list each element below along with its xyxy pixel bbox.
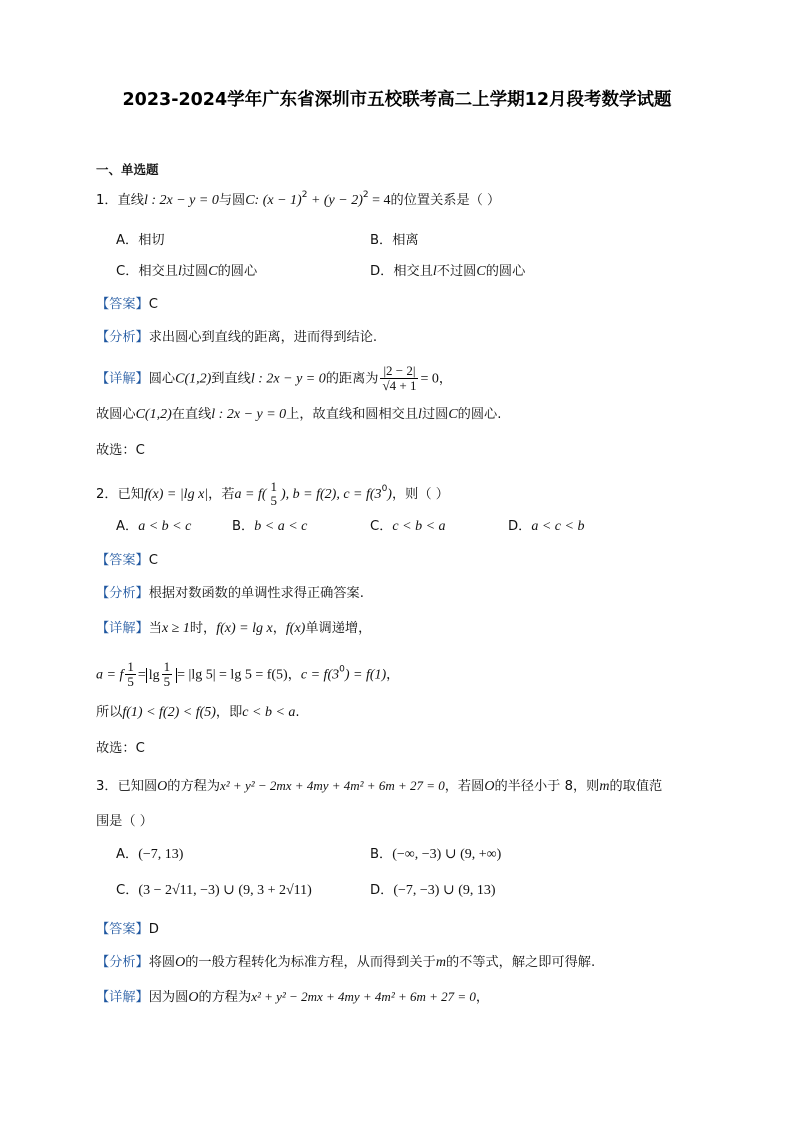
question-1-option-d: D．相交且l不过圆C的圆心 [370, 264, 526, 279]
question-3-detail: 【详解】因为圆O的方程为x² + y² − 2mx + 4my + 4m² + 6m + 27 = 0， [96, 989, 490, 1005]
section-heading: 一、单选题 [96, 162, 159, 177]
question-3-stem: 3．已知圆O的方程为x² + y² − 2mx + 4my + 4m² + 6m + 27 = 0，若圆O的半径小于 8，则m的取值范 [96, 778, 663, 794]
question-2-option-a: A．a < b < c [116, 519, 192, 534]
question-3-option-d: D．(−7, −3) ∪ (9, 13) [370, 883, 496, 898]
detail-label: 【详解】 [96, 371, 149, 387]
question-3-option-a: A．(−7, 13) [116, 847, 184, 862]
question-number: 1． [96, 193, 118, 208]
question-3-answer: 【答案】D [96, 922, 159, 937]
question-2-option-d: D．a < c < b [508, 519, 585, 534]
question-2-detail-line-2: a = f $\frac{1}{5}$ = lg $\frac{1}{5}$ = |lg 5| = lg 5 = f(5)，$c = f(3^0) = f(1)$， [96, 659, 400, 689]
question-2-option-b: B．b < a < c [232, 519, 308, 534]
question-1-answer: 【答案】C [96, 297, 158, 312]
question-2-choice: 故选：C [96, 741, 145, 756]
distance-fraction: $\frac{|2 - 2|}{√4 + 1}$ [382, 363, 417, 393]
question-2-analysis: 【分析】根据对数函数的单调性求得正确答案. [96, 586, 364, 601]
question-1-detail-line-2: 故圆心C(1,2)在直线l : 2x − y = 0上，故直线和圆相交且l过圆C的圆心. [96, 407, 502, 422]
document-title: 2023-2024学年广东省深圳市五校联考高二上学期12月段考数学试题 [122, 90, 672, 110]
answer-label: 【答案】 [96, 297, 149, 312]
question-1-option-c: C．相交且l过圆C的圆心 [116, 264, 258, 279]
question-1-choice: 故选：C [96, 443, 145, 458]
question-1-stem: 1．直线l : 2x − y = 0与圆C: $(x - 1)^2 + (y - 2)^2 = 4$的位置关系是（ ） [96, 190, 501, 208]
question-3-stem-line-2: 围是（ ） [96, 814, 153, 829]
question-3-analysis: 【分析】将圆O的一般方程转化为标准方程，从而得到关于m的不等式，解之即可得解. [96, 955, 596, 970]
question-2-answer: 【答案】C [96, 553, 158, 568]
analysis-label: 【分析】 [96, 330, 149, 345]
question-3-option-b: B．(−∞, −3) ∪ (9, +∞) [370, 847, 502, 862]
question-1-analysis: 【分析】求出圆心到直线的距离，进而得到结论. [96, 330, 378, 345]
question-2-option-c: C．c < b < a [370, 519, 446, 534]
question-1-option-a: A．相切 [116, 233, 165, 248]
question-3-option-c: C．(3 − 2√11, −3) ∪ (9, 3 + 2√11) [116, 883, 312, 898]
question-2-detail-line-3: 所以f(1) < f(2) < f(5)，即c < b < a. [96, 705, 300, 720]
question-1-option-b: B．相离 [370, 233, 419, 248]
question-1-detail-line-1: 【详解】圆心C(1,2)到直线l : 2x − y = 0的距离为 $\frac{|2 - 2|}{√4 + 1}$ = 0， [96, 363, 453, 393]
question-2-stem: 2．已知f(x) = |lg x|，若a = f( 1 5 ), b = f(2), $c = f(3^0)$，则（ ） [96, 479, 449, 508]
question-2-detail-line-1: 【详解】当x ≥ 1时，f(x) = lg x，f(x)单调递增， [96, 621, 372, 636]
